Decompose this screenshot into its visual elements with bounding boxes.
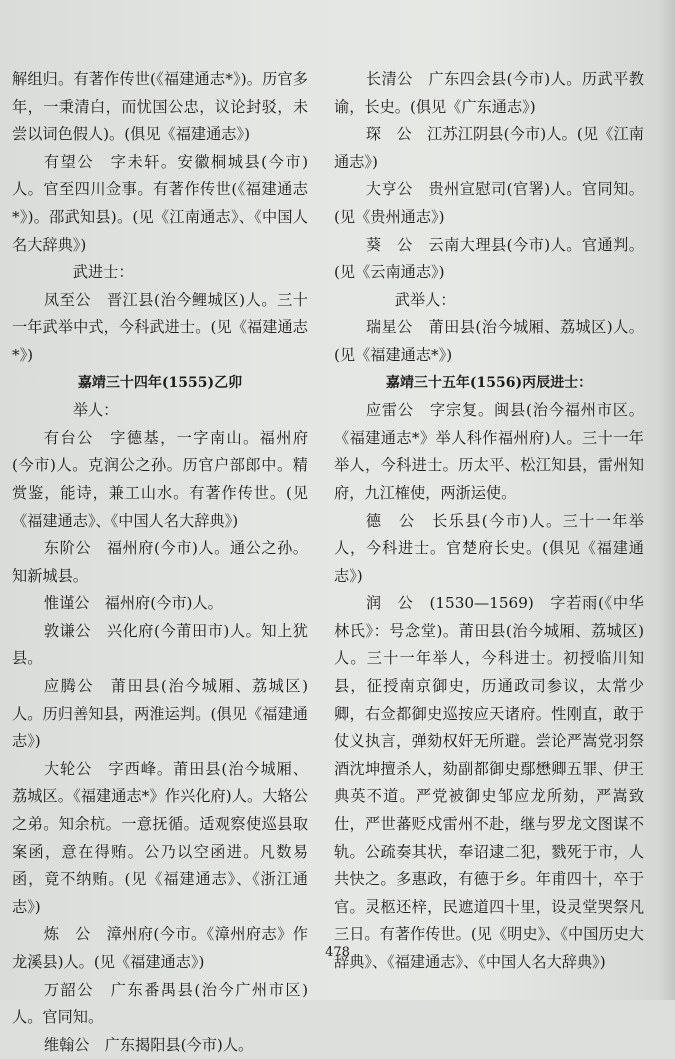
entry-paragraph: 凤至公 晋江县(治今鲤城区)人。三十一年武举中式，今科武进士。(见《福建通志*》) — [12, 290, 308, 364]
entry-paragraph: 大轮公 字西峰。莆田县(治今城厢、荔城区。《福建通志*》作兴化府)人。大辂公之弟。知余杭。一意抚循。适观察使巡县取案函，意在得贿。公乃以空函进。凡数易函，竟不纳贿。(见《福建通志》、《浙江通志》) — [12, 759, 308, 916]
right-column — [334, 66, 644, 977]
section-label: 武举人： — [394, 290, 456, 309]
entry-paragraph: 大亨公 贵州宣慰司(官署)人。官同知。(见《贵州通志》) — [334, 180, 644, 226]
entry-paragraph: 有望公 字未轩。安徽桐城县(今市)人。官至四川佥事。有著作传世(《福建通志*》)。邵武知县)。(见《江南通志》、《中国人名大辞典》) — [12, 152, 308, 254]
entry-paragraph: 应腾公 莆田县(治今城厢、荔城区)人。历归善知县，两淮运判。(俱见《福建通志》) — [12, 677, 308, 751]
page-number: 478 — [325, 945, 350, 960]
entry-paragraph: 东阶公 福州府(今市)人。通公之孙。知新城县。 — [12, 539, 308, 585]
entry-paragraph: 琛 公 江苏江阴县(今市)人。(见《江南通志》) — [334, 125, 644, 171]
year-heading: 嘉靖三十四年(1555)乙卯 — [77, 374, 243, 391]
entry-paragraph: 炼 公 漳州府(今市。《漳州府志》作龙溪县)人。(见《福建通志》) — [12, 925, 308, 971]
entry-paragraph: 应雷公 字宗复。闽县(治今福州市区。《福建通志*》举人科作福州府)人。三十一年举人，今科进士。历太平、松江知县，雷州知府，九江榷使，两浙运使。 — [334, 401, 644, 502]
entry-paragraph: 万韶公 广东番禺县(治今广州市区)人。官同知。 — [12, 980, 308, 1027]
entry-paragraph: 惟谨公 福州府(今市)人。 — [43, 594, 223, 613]
entry-paragraph: 有台公 字德基，一字南山。福州府(今市)人。克润公之孙。历官户部郎中。精赏鉴，能诗，兼工山水。有著作传世。(见《福建通志》、《中国人名大辞典》) — [12, 428, 308, 530]
section-label: 举人： — [72, 401, 119, 420]
entry-paragraph: 葵 公 云南大理县(今市)人。官通判。(见《云南通志》) — [334, 235, 644, 282]
entry-paragraph: 瑞星公 莆田县(治今城厢、荔城区)人。(见《福建通志*》) — [334, 318, 644, 364]
entry-paragraph: 德 公 长乐县(今市)人。三十一年举人，今科进士。官楚府长史。(俱见《福建通志》) — [334, 511, 644, 585]
entry-paragraph: 敦谦公 兴化府(今莆田市)人。知上犹县。 — [12, 621, 308, 668]
paragraph: 解组归。有著作传世(《福建通志*》)。历官多年，一秉清白，而忧国公忠，议论封驳，未尝以词色假人)。(俱见《福建通志》) — [12, 70, 308, 144]
section-label: 武进士： — [72, 263, 134, 282]
left-column — [12, 66, 308, 1059]
entry-paragraph: 长清公 广东四会县(今市)人。历武平教谕，长史。(俱见《广东通志》) — [334, 70, 644, 116]
entry-paragraph: 润 公 (1530—1569) 字若雨(《中华林氏》：号念堂)。莆田县(治今城厢、荔城区)人。三十一年举人，今科进士。初授临川知县，征授南京御史，历通政司参议，太常少卿，右佥都御史巡按应天诸府。性刚直，敢于仗义执言，弹劾权奸无所避。尝论严嵩党羽祭酒沈坤擅杀人，劾副都御史鄢懋卿五罪、伊王典英不道。严党被御史邹应龙所劾，严嵩致仕，严世蕃贬戍雷州不赴，继与罗龙文图谋不轨。公疏奏其状，奉诏逮二犯，戮死于市，人共快之。多惠政，有德于乡。年甫四十，卒于官。灵柩还梓，民遮道四十里，设灵堂哭祭凡三日。有著作传世。(见《明史》、《中国历史大辞典》、《福建通志》、《中国人名大辞典》) — [334, 594, 644, 971]
entry-paragraph: 维翰公 广东揭阳县(今市)人。 — [43, 1035, 254, 1054]
page-edge-shadow — [658, 0, 675, 1000]
year-heading: 嘉靖三十五年(1556)丙辰进士： — [385, 374, 593, 391]
